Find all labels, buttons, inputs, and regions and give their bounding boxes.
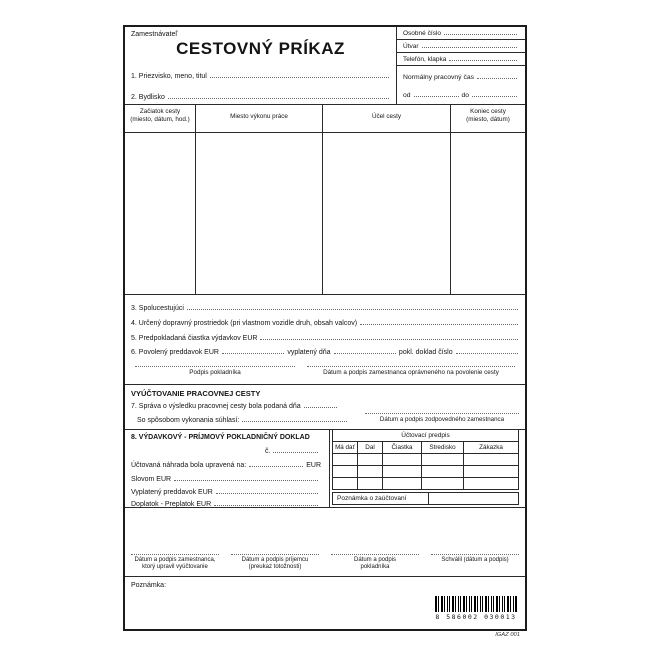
dotted-fill-line [222, 353, 284, 354]
receipt-number-label: pokl. doklad číslo [398, 349, 453, 356]
department-row [397, 40, 525, 53]
signature-recipient-block [225, 553, 325, 571]
col-trip-end-line1: Koniec cesty [470, 108, 506, 115]
dotted-fill-line [168, 98, 389, 99]
field-report-date-row [131, 403, 340, 410]
mid-signatures-row [125, 365, 525, 377]
accounting-cell [464, 465, 518, 477]
bottom-signatures-row [125, 551, 525, 577]
phone-label: Telefón, klapka [403, 56, 447, 63]
barcode [435, 596, 517, 621]
accounting-table-row [333, 477, 518, 489]
trip-table-body [125, 133, 525, 295]
cashier-signature-label: Podpis pokladníka [189, 369, 241, 376]
field-estimated-expenses-row [131, 335, 521, 342]
field-name-label: 1. Priezvisko, meno, titul [131, 73, 207, 80]
col-dal: Dal [358, 441, 383, 453]
balance-label: Doplatok - Preplatok EUR [131, 501, 212, 508]
field-name-row [131, 73, 392, 80]
note-label: Poznámka: [131, 582, 167, 589]
field-report-date-label: 7. Správa o výsledku pracovnej cesty bola podaná dňa [131, 403, 301, 410]
posting-note-label: Poznámka o zaúčtovaní [333, 493, 429, 504]
work-time-from-to-row [403, 93, 520, 100]
print-code: IGAZ 001 [495, 632, 520, 638]
accounting-table [332, 430, 519, 490]
accounting-cell [383, 453, 422, 465]
dotted-fill-line [210, 77, 389, 78]
trip-table-header [125, 105, 525, 133]
posting-note-row [332, 492, 519, 505]
signature-dotted-line [231, 553, 319, 555]
adjusted-refund-label: Účtovaná náhrada bola upravená na: [131, 462, 247, 469]
col-zakazka: Zákazka [464, 441, 518, 453]
accounting-cell [464, 477, 518, 489]
signature-adjuster-block [125, 553, 225, 571]
trip-body-cell [323, 133, 451, 294]
from-label: od [403, 92, 411, 99]
amount-words-row [131, 476, 321, 483]
dotted-fill-line [242, 421, 347, 422]
signature-adjuster-line1: Dátum a podpis zamestnanca, [134, 557, 216, 563]
signature-dotted-line [331, 553, 419, 555]
col-trip-end-line2: (miesto, dátum) [466, 116, 510, 124]
signature-recipient-line2: (preukaz totožnosti) [248, 564, 302, 571]
adjusted-refund-row [131, 462, 321, 469]
dotted-fill-line [216, 493, 318, 494]
dotted-fill-line [472, 96, 517, 97]
voucher-number-label: č. [265, 448, 271, 455]
accounting-cell [333, 465, 358, 477]
voucher-right-pane [330, 430, 525, 507]
paid-advance-row [131, 489, 321, 496]
employer-label: Zamestnávateľ [131, 31, 178, 38]
accounting-table-header [333, 441, 518, 453]
to-label: do [461, 92, 470, 99]
col-trip-start [125, 105, 196, 132]
signature-dotted-line [431, 553, 519, 555]
field-transport-row [131, 320, 521, 327]
paid-on-label: vyplatený dňa [287, 349, 331, 356]
field-companions-row [131, 305, 521, 312]
signature-cashier-line2: pokladníka [360, 564, 390, 571]
field-agreement-row [137, 417, 350, 424]
header-right-area [396, 27, 525, 104]
voucher-left-pane [125, 430, 330, 507]
col-ma-dat: Má dať [333, 441, 358, 453]
field-advance-label: 6. Povolený preddavok EUR [131, 349, 219, 356]
work-time-label: Normálny pracovný čas [403, 74, 475, 81]
personal-number-row [397, 27, 525, 40]
dotted-fill-line [249, 466, 303, 467]
dotted-fill-line [304, 407, 337, 408]
balance-row [131, 501, 321, 508]
accounting-cell [358, 453, 383, 465]
signature-approver-line1: Schválil (dátum a podpis) [441, 557, 509, 563]
accounting-table-row [333, 453, 518, 465]
form-title: CESTOVNÝ PRÍKAZ [176, 39, 345, 58]
work-time-row [403, 75, 520, 82]
trip-body-cell [196, 133, 323, 294]
barcode-bars [435, 596, 517, 612]
signature-approver-block [425, 553, 525, 564]
dotted-fill-line [414, 96, 459, 97]
col-work-place-line1: Miesto výkonu práce [230, 113, 288, 120]
accounting-cell [422, 453, 464, 465]
dotted-fill-line [260, 339, 518, 340]
dotted-fill-line [334, 353, 396, 354]
field-advance-row [131, 349, 521, 356]
accounting-cell [383, 465, 422, 477]
cash-voucher-section [125, 430, 525, 508]
barcode-digits: 8 586002 030013 [435, 613, 517, 621]
field-estimated-expenses-label: 5. Predpokladaná čiastka výdavkov EUR [131, 335, 258, 342]
responsible-signature-label: Dátum a podpis zodpovedného zamestnanca [379, 416, 505, 423]
personal-number-label: Osobné číslo [403, 30, 441, 37]
posting-note-cell [429, 493, 518, 504]
dotted-fill-line [187, 309, 518, 310]
field-companions-label: 3. Spolucestujúci [131, 305, 184, 312]
amount-words-label: Slovom EUR [131, 476, 172, 483]
field-address-label: 2. Bydlisko [131, 94, 165, 101]
note-section [125, 577, 525, 629]
dotted-fill-line [456, 353, 518, 354]
signature-cashier-block [325, 553, 425, 571]
dotted-fill-line [477, 78, 517, 79]
signature-adjuster-line2: ktorý upravil vyúčtovanie [142, 564, 208, 571]
col-trip-purpose [323, 105, 451, 132]
dotted-fill-line [174, 480, 318, 481]
voucher-number-row [265, 448, 321, 455]
paid-advance-label: Vyplatený preddavok EUR [131, 489, 213, 496]
trip-body-cell [451, 133, 525, 294]
accounting-cell [383, 477, 422, 489]
fields-3-6-section [125, 295, 525, 385]
col-trip-end [451, 105, 525, 132]
dotted-fill-line [360, 324, 518, 325]
trip-body-cell [125, 133, 196, 294]
responsible-signature-block [365, 412, 519, 423]
accounting-table-title: Účtovací predpis [401, 432, 450, 439]
accounting-cell [358, 465, 383, 477]
header-left-area [125, 27, 396, 104]
cashier-signature-block [129, 365, 301, 377]
phone-row [397, 53, 525, 66]
signature-cashier-line1: Dátum a podpis [353, 557, 397, 563]
accounting-cell [422, 465, 464, 477]
signature-dotted-line [131, 553, 219, 555]
col-trip-start-line2: (miesto, dátum, hod.) [130, 116, 190, 124]
accounting-table-row [333, 465, 518, 477]
col-work-place [196, 105, 323, 132]
accounting-cell [333, 453, 358, 465]
accounting-cell [333, 477, 358, 489]
voucher-title: 8. VÝDAVKOVÝ - PRÍJMOVÝ POKLADNIČNÝ DOKLAD [131, 434, 310, 441]
col-trip-start-line1: Začiatok cesty [139, 108, 181, 115]
field-agreement-label: So spôsobom vykonania súhlasí: [137, 417, 240, 424]
col-stredisko: Stredisko [422, 441, 464, 453]
settlement-section [125, 385, 525, 430]
settlement-title: VYÚČTOVANIE PRACOVNEJ CESTY [131, 389, 261, 398]
currency-label: EUR [306, 462, 321, 469]
authorizer-signature-label: Dátum a podpis zamestnanca oprávneného na povolenie cesty [323, 369, 499, 376]
signature-recipient-line1: Dátum a podpis príjemcu [241, 557, 309, 563]
field-address-row [131, 94, 392, 101]
signature-dotted-line [135, 365, 295, 367]
accounting-cell [422, 477, 464, 489]
travel-order-form [123, 25, 527, 631]
form-header-block [125, 27, 525, 105]
signature-dotted-line [307, 365, 515, 367]
accounting-cell [464, 453, 518, 465]
accounting-cell [358, 477, 383, 489]
dotted-fill-line [444, 34, 517, 35]
dotted-fill-line [422, 47, 517, 48]
authorizer-signature-block [301, 365, 521, 377]
dotted-fill-line [449, 60, 517, 61]
field-transport-label: 4. Určený dopravný prostriedok (pri vlastnom vozidle druh, obsah valcov) [131, 320, 358, 327]
col-ciastka: Čiastka [383, 441, 422, 453]
department-label: Útvar [403, 43, 419, 50]
col-trip-purpose-line1: Účel cesty [371, 113, 402, 120]
dotted-fill-line [214, 505, 318, 506]
dotted-fill-line [273, 452, 318, 453]
signature-dotted-line [365, 412, 519, 414]
